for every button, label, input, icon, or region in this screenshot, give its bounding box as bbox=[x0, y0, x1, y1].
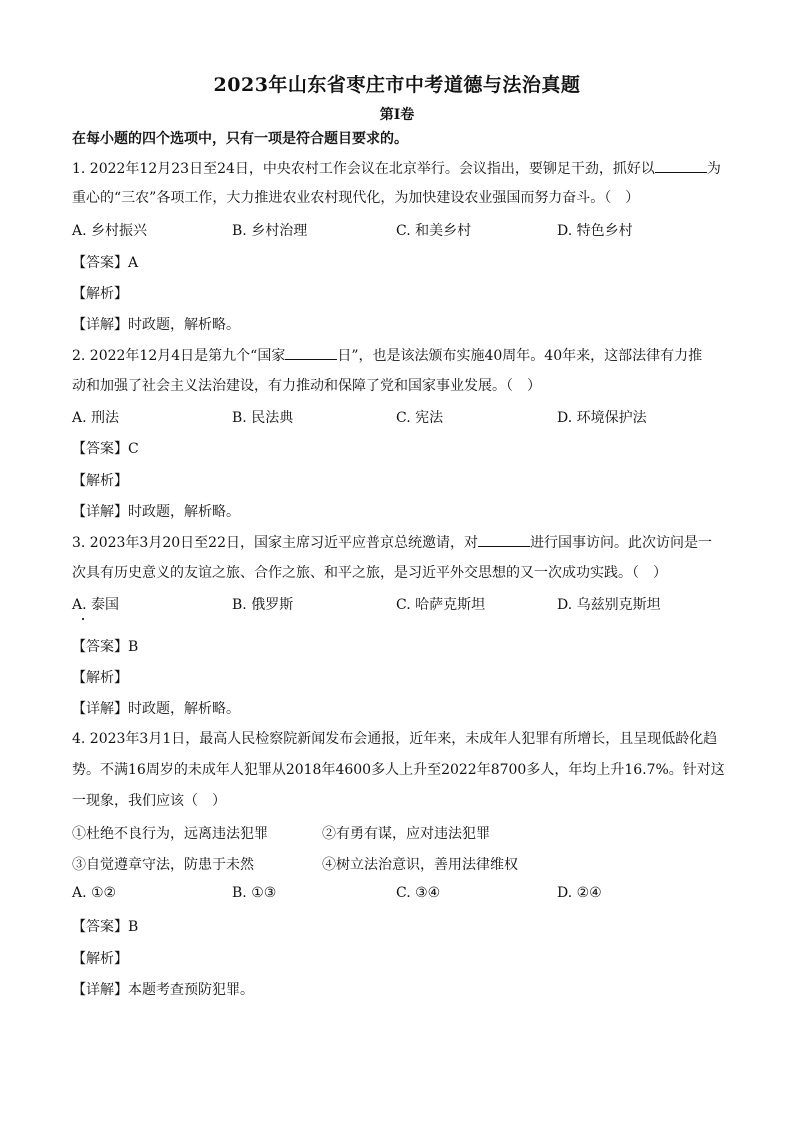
q3-answer bbox=[72, 636, 138, 656]
answer-value: A bbox=[128, 255, 139, 271]
detail-text: 本题考查预防犯罪。 bbox=[128, 982, 254, 998]
question-text: 进行国事访问。此次访问是一 bbox=[529, 535, 712, 551]
answer-label: 【答案】 bbox=[72, 919, 128, 935]
answer-label: 【答案】 bbox=[72, 441, 128, 457]
instruction-text: 在每小题的四个选项中，只有一项是符合题目要求的。 bbox=[72, 131, 408, 147]
q1-option-c: C. 和美乡村 bbox=[396, 223, 472, 239]
q2-option-d: D. 环境保护法 bbox=[557, 410, 647, 426]
q4-option-d: D. ②④ bbox=[557, 885, 602, 901]
question-4-line-3: 一现象，我们应该（ ） bbox=[72, 793, 226, 809]
question-2-line-2: 动和加强了社会主义法治建设，有力推动和保障了党和国家事业发展。（ ） bbox=[72, 378, 541, 394]
q1-answer bbox=[72, 252, 138, 272]
detail-text: 时政题，解析略。 bbox=[128, 701, 240, 717]
q1-option-a: A. 乡村振兴 bbox=[72, 223, 148, 239]
q2-option-c: C. 宪法 bbox=[396, 410, 444, 426]
detail-text: 时政题，解析略。 bbox=[128, 504, 240, 520]
question-text: 为 bbox=[706, 161, 721, 177]
stray-dot bbox=[82, 618, 84, 620]
detail-text: 时政题，解析略。 bbox=[128, 317, 240, 333]
q4-detail bbox=[72, 979, 254, 999]
q4-analysis-label: 【解析】 bbox=[72, 951, 128, 967]
answer-value: B bbox=[128, 639, 139, 655]
question-text: 日”，也是该法颁布实施40周年。40年来，这部法律有力推 bbox=[337, 348, 703, 364]
q1-option-b: B. 乡村治理 bbox=[232, 223, 308, 239]
answer-value: C bbox=[128, 441, 139, 457]
q3-option-d: D. 乌兹别克斯坦 bbox=[557, 597, 661, 613]
answer-value: B bbox=[128, 919, 139, 935]
page-title: 2023年山东省枣庄市中考道德与法治真题 bbox=[213, 74, 581, 96]
detail-label: 【详解】 bbox=[72, 982, 128, 998]
q1-detail bbox=[72, 314, 240, 334]
question-3-line-2: 次具有历史意义的友谊之旅、合作之旅、和平之旅，是习近平外交思想的又一次成功实践。（ ） bbox=[72, 565, 667, 581]
detail-label: 【详解】 bbox=[72, 701, 128, 717]
q2-answer bbox=[72, 438, 139, 458]
detail-label: 【详解】 bbox=[72, 317, 128, 333]
q2-option-b: B. 民法典 bbox=[232, 410, 294, 426]
q4-statement-1: ①杜绝不良行为，远离违法犯罪 bbox=[72, 826, 268, 842]
detail-label: 【详解】 bbox=[72, 504, 128, 520]
question-4-line-2: 势。不满16周岁的未成年人犯罪从2018年4600多人上升至2022年8700多人，年均上升16.7%。针对这 bbox=[72, 762, 725, 778]
question-text: 2. 2022年12月4日是第九个“国家 bbox=[72, 348, 286, 364]
question-4-line-1: 4. 2023年3月1日，最高人民检察院新闻发布会通报，近年来，未成年人犯罪有所增长，且呈现低龄化趋 bbox=[72, 731, 718, 747]
q4-statement-3: ③自觉遵章守法，防患于未然 bbox=[72, 857, 254, 873]
q4-statement-4: ④树立法治意识，善用法律维权 bbox=[322, 857, 518, 873]
q3-option-c: C. 哈萨克斯坦 bbox=[396, 597, 486, 613]
q3-option-b: B. 俄罗斯 bbox=[232, 597, 294, 613]
q4-option-c: C. ③④ bbox=[396, 885, 441, 901]
answer-label: 【答案】 bbox=[72, 639, 128, 655]
question-1-line-1 bbox=[72, 158, 724, 179]
question-1-line-2: 重心的“三农”各项工作，大力推进农业农村现代化，为加快建设农业强国而努力奋斗。（ ） bbox=[72, 190, 640, 206]
q2-detail bbox=[72, 501, 240, 521]
question-text: 3. 2023年3月20日至22日，国家主席习近平应普京总统邀请，对 bbox=[72, 535, 478, 551]
q4-option-b: B. ①③ bbox=[232, 885, 277, 901]
q3-option-a: A. 泰国 bbox=[72, 597, 120, 613]
q1-option-d: D. 特色乡村 bbox=[557, 223, 633, 239]
answer-blank bbox=[655, 158, 707, 173]
q2-option-a: A. 刑法 bbox=[72, 410, 120, 426]
q4-answer bbox=[72, 916, 138, 936]
q4-statement-2: ②有勇有谋，应对违法犯罪 bbox=[322, 826, 490, 842]
question-text: 1. 2022年12月23日至24日，中央农村工作会议在北京举行。会议指出，要铆足干劲，抓好以 bbox=[72, 161, 655, 177]
question-3-line-1 bbox=[72, 532, 724, 553]
answer-blank bbox=[478, 532, 530, 547]
q4-option-a: A. ①② bbox=[72, 885, 117, 901]
q2-analysis-label: 【解析】 bbox=[72, 473, 128, 489]
q1-analysis-label: 【解析】 bbox=[72, 286, 128, 302]
q3-detail bbox=[72, 698, 240, 718]
answer-blank bbox=[285, 345, 337, 360]
question-2-line-1 bbox=[72, 345, 724, 366]
answer-label: 【答案】 bbox=[72, 255, 128, 271]
section-heading: 第Ⅰ卷 bbox=[379, 107, 415, 123]
q3-analysis-label: 【解析】 bbox=[72, 670, 128, 686]
